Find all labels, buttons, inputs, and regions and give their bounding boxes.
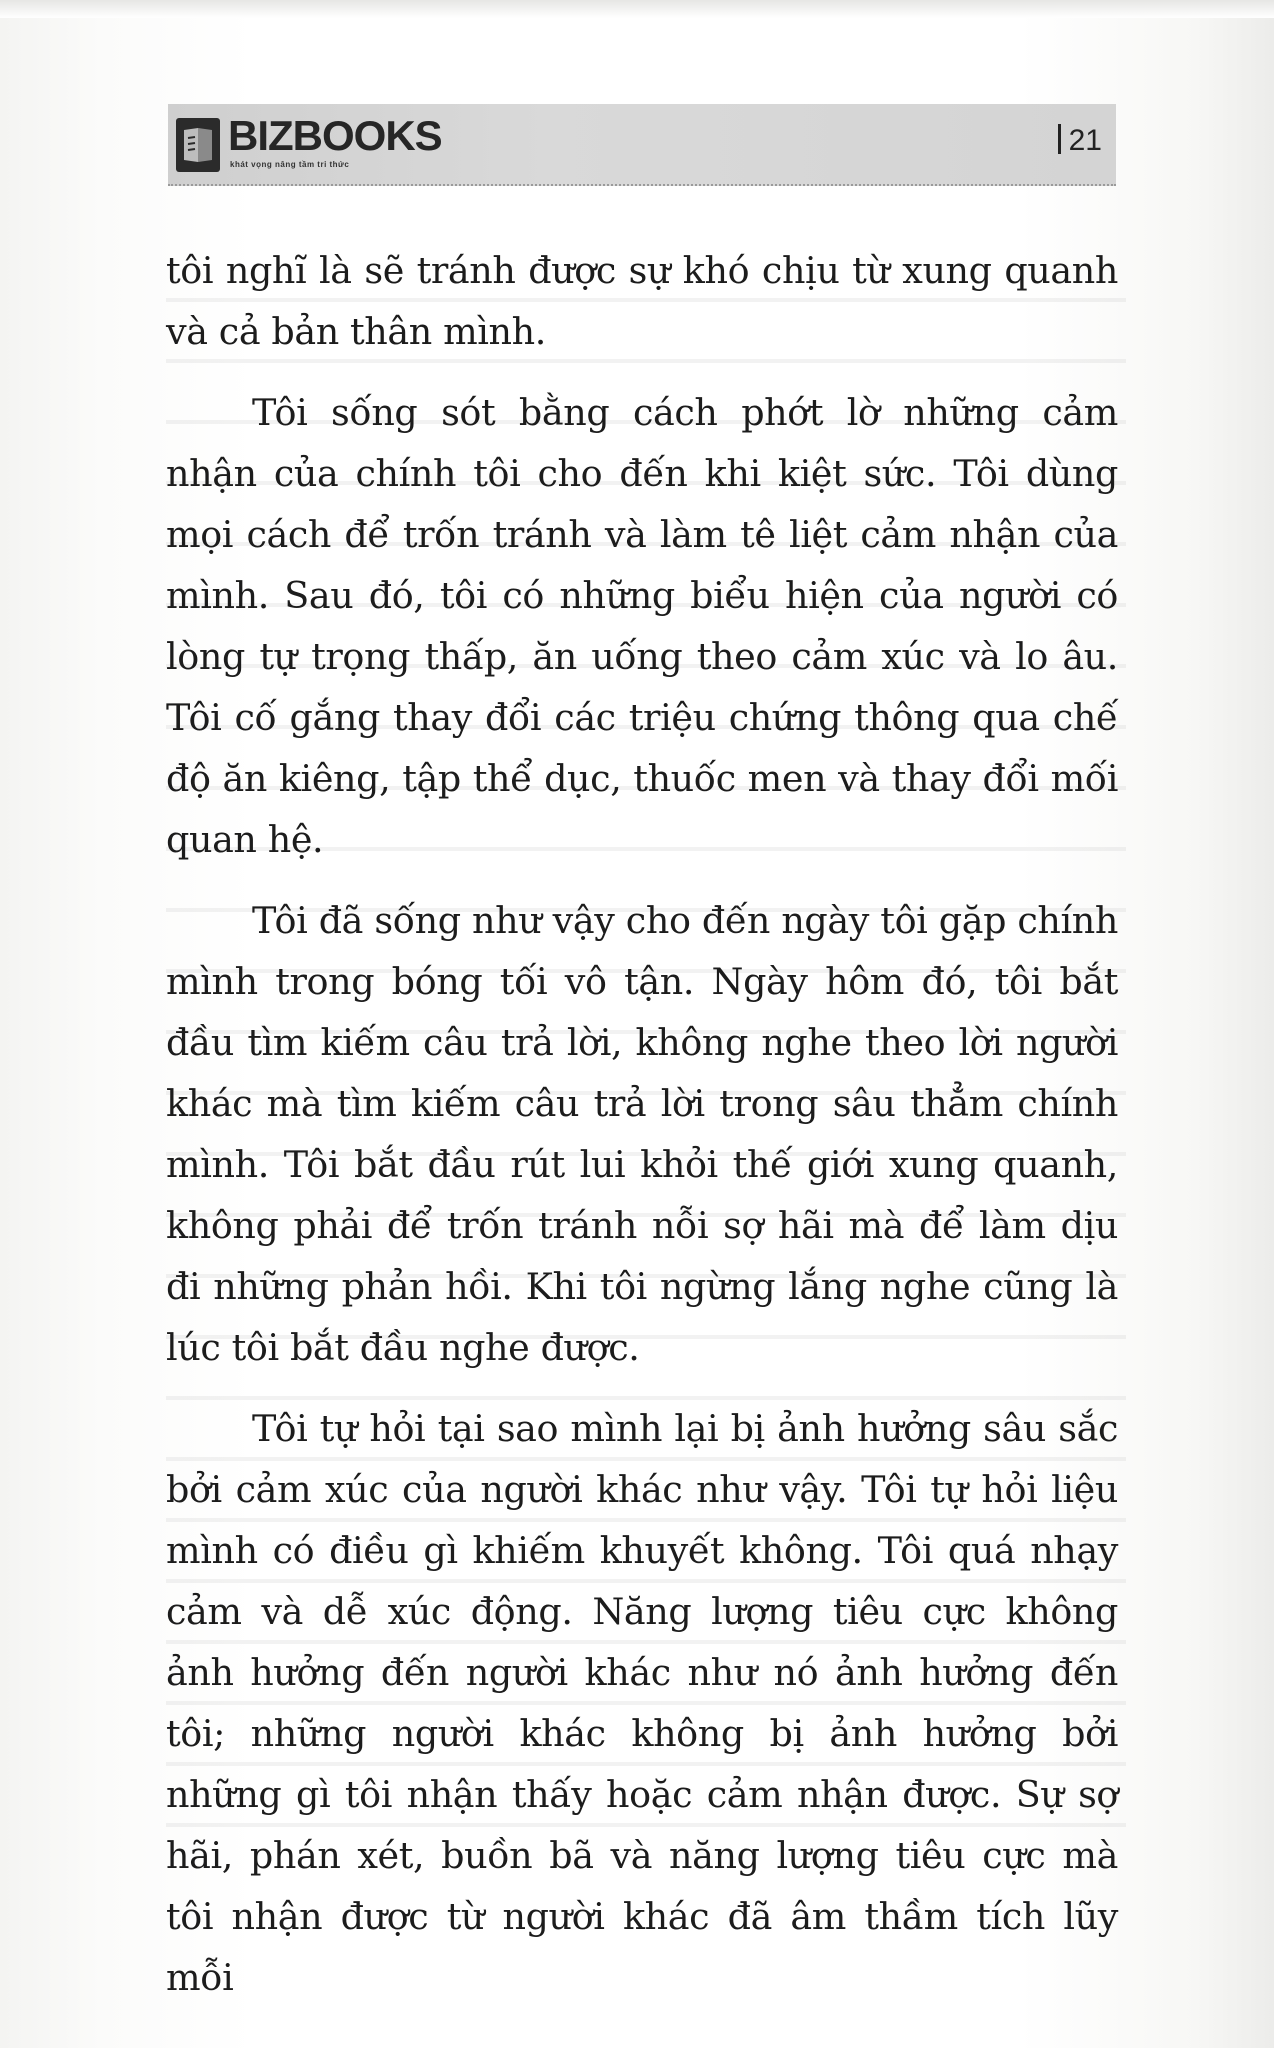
paragraph: Tôi đã sống như vậy cho đến ngày tôi gặp chính mình trong bóng tối vô tận. Ngày hôm đó, tôi bắt đầu tìm kiếm câu trả lời, không nghe theo lời người khác mà tìm kiếm câu trả lời trong sâu thẳm chính mình. Tôi bắt đầu rút lui khỏi thế giới xung quanh, không phải để trốn tránh nỗi sợ hãi mà để làm dịu đi những phản hồi. Khi tôi ngừng lắng nghe cũng là lúc tôi bắt đầu nghe được. — [166, 899, 1118, 1369]
page-number-value: 21 — [1068, 124, 1102, 157]
page-number — [1058, 124, 1102, 158]
paragraph: Tôi sống sót bằng cách phớt lờ những cảm nhận của chính tôi cho đến khi kiệt sức. Tôi dùng mọi cách để trốn tránh và làm tê liệt cảm nhận của mình. Sau đó, tôi có những biểu hiện của người có lòng tự trọng thấp, ăn uống theo cảm xúc và lo âu. Tôi cố gắng thay đổi các triệu chứng thông qua chế độ ăn kiêng, tập thể dục, thuốc men và thay đổi mối quan hệ. — [166, 391, 1118, 861]
paragraph: tôi nghĩ là sẽ tránh được sự khó chịu từ xung quanh và cả bản thân mình. — [166, 249, 1118, 353]
page-number-separator — [1058, 124, 1061, 154]
page-header — [168, 104, 1116, 186]
brand-tagline: khát vọng nâng tầm tri thức — [230, 160, 350, 169]
brand-name: BIZBOOKS — [228, 112, 442, 159]
paragraph: Tôi tự hỏi tại sao mình lại bị ảnh hưởng sâu sắc bởi cảm xúc của người khác như vậy. Tôi tự hỏi liệu mình có điều gì khiếm khuyết không. Tôi quá nhạy cảm và dễ xúc động. Năng lượng tiêu cực không ảnh hưởng đến người khác như nó ảnh hưởng đến tôi; những người khác không bị ảnh hưởng bởi những gì tôi nhận thấy hoặc cảm nhận được. Sự sợ hãi, phán xét, buồn bã và năng lượng tiêu cực mà tôi nhận được từ người khác đã âm thầm tích lũy mỗi — [166, 1407, 1118, 1999]
page-top-edge — [0, 0, 1274, 18]
body-text — [166, 240, 1118, 2008]
bizbooks-logo-icon — [176, 118, 220, 172]
